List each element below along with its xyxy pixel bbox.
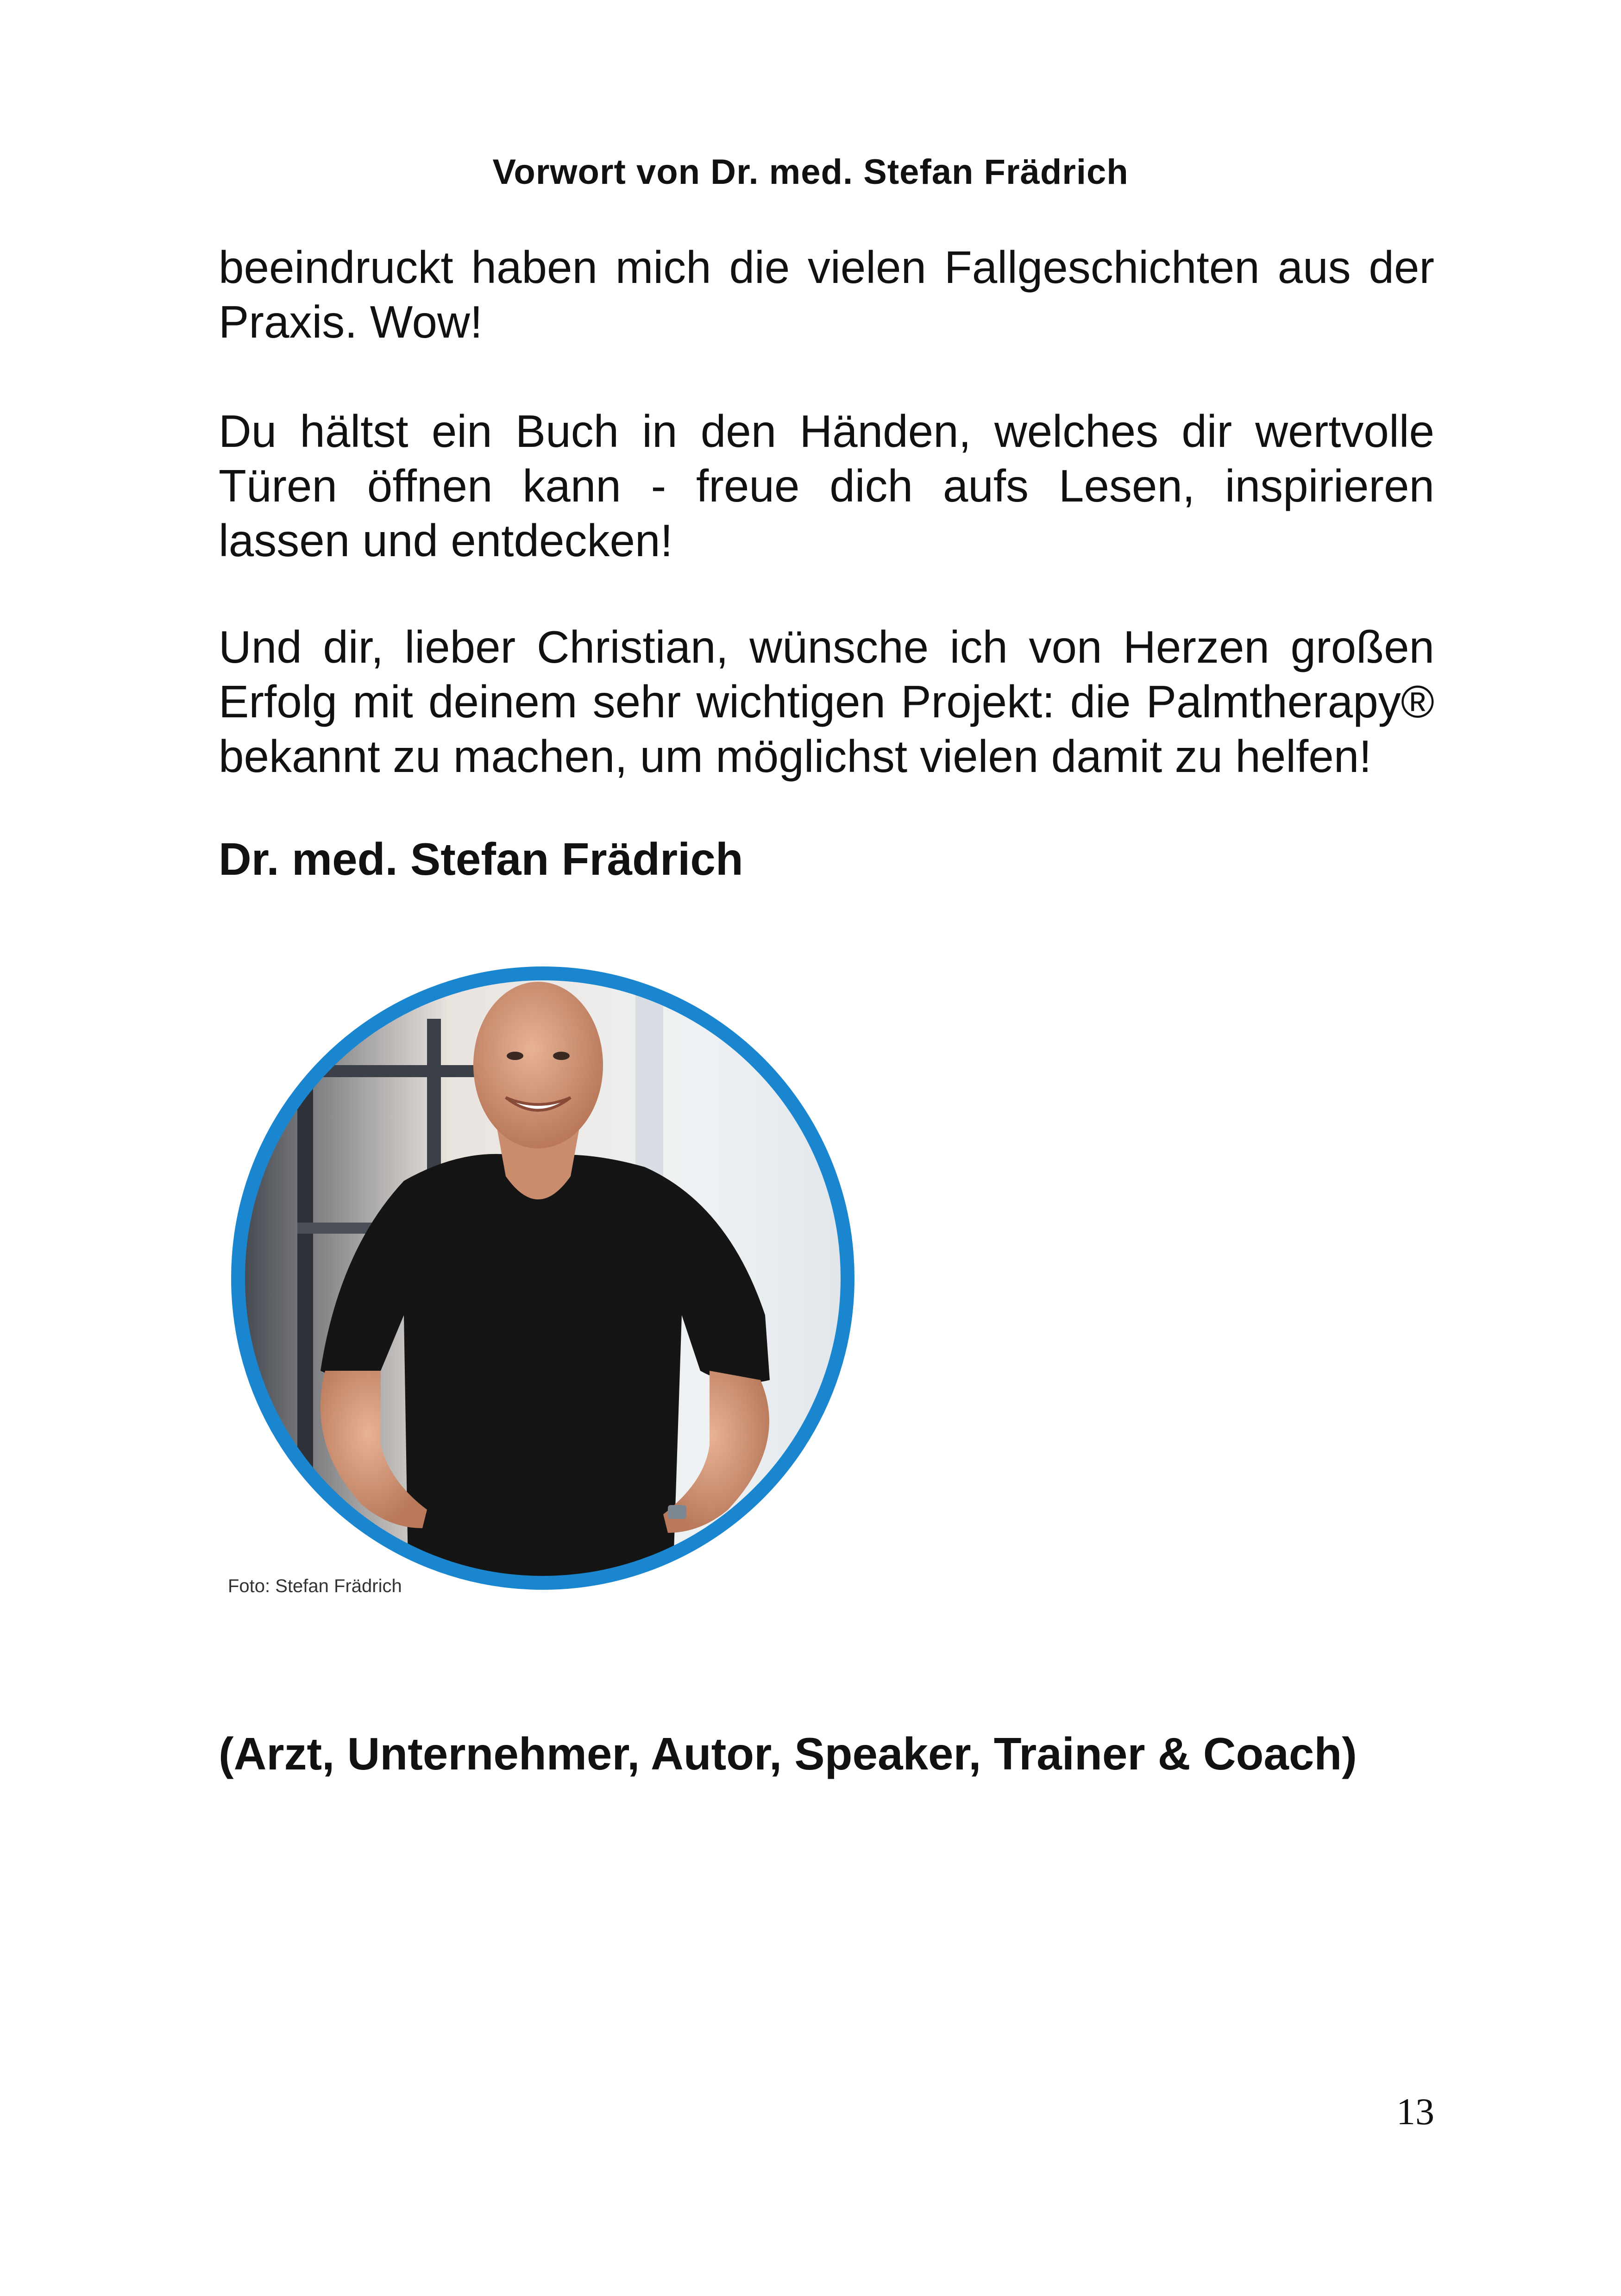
paragraph-2: Du hältst ein Buch in den Händen, welches dir wertvolle Türen öffnen kann - freue dich aufs Lesen, inspirieren lassen und entdecken! [219,406,1434,566]
author-portrait-photo [228,963,858,1593]
author-signature: Dr. med. Stefan Frädrich [219,834,743,885]
paragraph-3: Und dir, lieber Christian, wünsche ich von Herzen großen Erfolg mit deinem sehr wichtigen Projekt: die Palmtherapy® bekannt zu machen, um möglichst vielen damit zu helfen! [219,621,1434,782]
photo-credit: Foto: Stefan Frädrich [228,1576,402,1596]
paragraph-1: beeindruckt haben mich die vielen Fallgeschichten aus der Praxis. Wow! [219,242,1434,347]
page-number: 13 [1396,2090,1434,2133]
page-header-title: Vorwort von Dr. med. Stefan Frädrich [492,152,1129,192]
author-roles: (Arzt, Unternehmer, Autor, Speaker, Trainer & Coach) [219,1728,1357,1779]
